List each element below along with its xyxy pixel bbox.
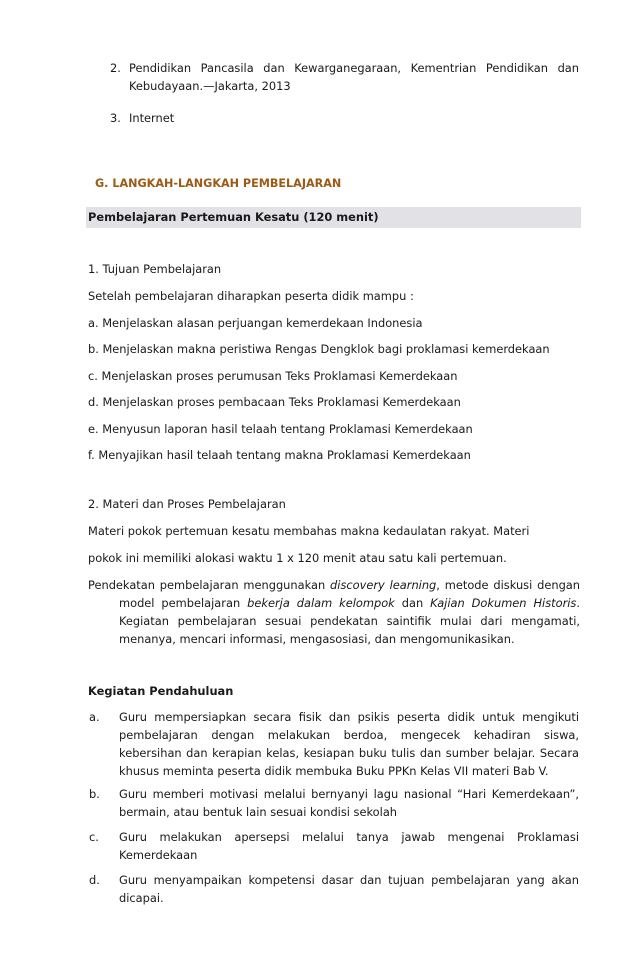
objective-item: b. Menjelaskan makna peristiwa Rengas Dengklok bagi proklamasi kemerdekaan: [88, 342, 550, 356]
approach-line: Kegiatan pembelajaran sesuai pendekatan saintifik mulai dari mengamati,: [119, 614, 580, 628]
activity-line: Kemerdekaan: [119, 848, 198, 862]
approach-line: model pembelajaran bekerja dalam kelompok dan Kajian Dokumen Historis.: [119, 596, 580, 610]
approach-line: Pendekatan pembelajaran menggunakan discovery learning, metode diskusi dengan: [88, 578, 580, 592]
activity-line: Guru mempersiapkan secara fisik dan psikis peserta didik untuk mengikuti: [119, 710, 579, 724]
approach-line: menanya, mencari informasi, mengasosiasi, dan mengomunikasikan.: [119, 632, 515, 646]
meeting-title: Pembelajaran Pertemuan Kesatu (120 menit): [88, 210, 379, 224]
section-heading: G. LANGKAH-LANGKAH PEMBELAJARAN: [95, 177, 342, 190]
objective-item: c. Menjelaskan proses perumusan Teks Proklamasi Kemerdekaan: [88, 369, 458, 383]
objective-item: f. Menyajikan hasil telaah tentang makna Proklamasi Kemerdekaan: [88, 448, 471, 462]
activity-line: pembelajaran dengan melakukan berdoa, mengecek kehadiran siswa,: [119, 728, 579, 742]
objectives-intro: Setelah pembelajaran diharapkan peserta didik mampu :: [88, 289, 414, 303]
activity-line: khusus meminta peserta didik membuka Buku PPKn Kelas VII materi Bab V.: [119, 764, 549, 778]
materials-heading: 2. Materi dan Proses Pembelajaran: [88, 497, 286, 511]
reference-text: Pendidikan Pancasila dan Kewarganegaraan, Kementrian Pendidikan dan: [129, 61, 579, 75]
activity-line: Guru melakukan apersepsi melalui tanya jawab mengenai Proklamasi: [119, 830, 579, 844]
reference-text: Internet: [129, 111, 175, 125]
activity-label: a.: [89, 710, 100, 724]
activities-heading: Kegiatan Pendahuluan: [88, 684, 234, 698]
activity-label: d.: [89, 873, 100, 887]
objective-item: d. Menjelaskan proses pembacaan Teks Proklamasi Kemerdekaan: [88, 395, 461, 409]
activity-label: c.: [89, 830, 99, 844]
reference-number: 2.: [110, 61, 121, 75]
reference-text: Kebudayaan.—Jakarta, 2013: [129, 79, 291, 93]
materials-paragraph: pokok ini memiliki alokasi waktu 1 x 120 menit atau satu kali pertemuan.: [88, 551, 507, 565]
objective-item: e. Menyusun laporan hasil telaah tentang Proklamasi Kemerdekaan: [88, 422, 473, 436]
activity-line: Guru memberi motivasi melalui bernyanyi lagu nasional “Hari Kemerdekaan”,: [119, 787, 579, 801]
reference-number: 3.: [110, 111, 121, 125]
activity-label: b.: [89, 787, 100, 801]
objective-item: a. Menjelaskan alasan perjuangan kemerdekaan Indonesia: [88, 316, 423, 330]
objectives-heading: 1. Tujuan Pembelajaran: [88, 262, 222, 276]
meeting-title-bar: [86, 207, 581, 228]
materials-paragraph: Materi pokok pertemuan kesatu membahas makna kedaulatan rakyat. Materi: [88, 524, 530, 538]
activity-line: dicapai.: [119, 891, 164, 905]
activity-line: kebersihan dan kerapian kelas, kesiapan buku tulis dan sumber belajar. Secara: [119, 746, 579, 760]
activity-line: Guru menyampaikan kompetensi dasar dan tujuan pembelajaran yang akan: [119, 873, 579, 887]
activity-line: bermain, atau bentuk lain sesuai kondisi sekolah: [119, 805, 398, 819]
